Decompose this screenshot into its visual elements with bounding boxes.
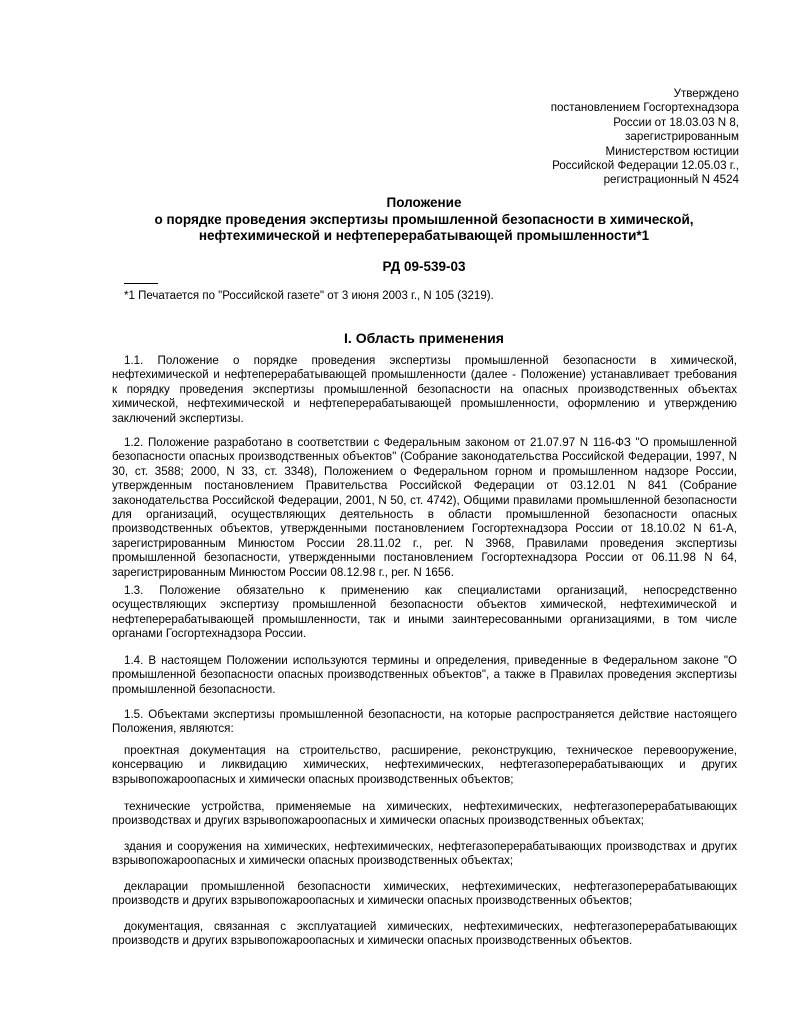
paragraph-line: промышленной безопасности, утвержденными постановлением Госгортехнадзора России от 06.11.98 N 64,: [112, 551, 737, 565]
paragraph-line: зарегистрированным Минюстом России 28.11.02 г., рег. N 3968, Правилами проведения экспертизы: [112, 536, 737, 550]
paragraph-line: законодательства Российской Федерации, 2001, N 50, ст. 4742), Общими правилами промышленной безопасности: [112, 493, 737, 507]
paragraph: [112, 920, 737, 949]
paragraph-line: промышленной безопасности опасных производственных объектов", а также в Правилах проведения экспертизы: [112, 668, 737, 682]
paragraph-line: документация, связанная с эксплуатацией химических, нефтехимических, нефтегазоперерабатывающих: [124, 920, 737, 933]
paragraph-line: здания и сооружения на химических, нефтехимических, нефтегазоперерабатывающих производствах и других: [124, 840, 737, 853]
paragraph: [112, 744, 737, 787]
title-line: нефтехимической и нефтеперерабатывающей промышленности*1: [198, 228, 650, 243]
approval-line: Министерством юстиции: [605, 144, 739, 158]
approval-stamp: [479, 87, 739, 188]
paragraph-line: производств и других взрывопожароопасных и химически опасных производственных объектов;: [112, 894, 633, 908]
paragraph: [112, 708, 737, 737]
paragraph-line: зарегистрированным Минюстом России 08.12.98 г., рег. N 1656.: [112, 565, 454, 579]
paragraph-line: нефтехимической и нефтеперерабатывающей промышленности (далее - Положение) устанавливает требования: [112, 368, 737, 382]
paragraph-line: заключений экспертизы.: [112, 411, 244, 425]
footnote: *1 Печатается по "Российской газете" от 3 июня 2003 г., N 105 (3219).: [124, 290, 494, 302]
paragraph-line: химической, нефтехимической и нефтеперерабатывающей промышленности, оформлению и утверждению: [112, 397, 737, 411]
paragraph-line: взрывопожароопасных и химически опасных производственных объектах;: [112, 854, 514, 868]
approval-line: Российской Федерации 12.05.03 г.,: [552, 159, 739, 173]
approval-line: постановлением Госгортехнадзора: [550, 101, 739, 115]
paragraph: [112, 354, 737, 426]
paragraph-line: 1.1. Положение о порядке проведения экспертизы промышленной безопасности в химической,: [124, 354, 737, 367]
paragraph-line: безопасности опасных производственных объектов" (Собрание законодательства Российской Федерации, 1997, N: [112, 450, 737, 464]
paragraph-line: 1.4. В настоящем Положении используются термины и определения, приведенные в Федеральном законе "О: [124, 654, 737, 667]
paragraph-line: консервацию и ликвидацию химических, нефтехимических, нефтегазоперерабатывающих и других: [112, 758, 737, 772]
paragraph: [112, 436, 737, 580]
paragraph-line: 1.3. Положение обязательно к применению как специалистами организаций, непосредственно: [124, 584, 737, 597]
paragraph-line: к порядку проведения экспертизы промышленной безопасности на опасных производственных объектах: [112, 382, 737, 396]
paragraph: [112, 800, 737, 829]
approval-line: зарегистрированным: [625, 130, 739, 144]
paragraph-line: 1.2. Положение разработано в соответствии с Федеральным законом от 21.07.97 N 116-ФЗ "О промышленной: [124, 436, 737, 449]
paragraph-line: промышленной безопасности.: [112, 682, 276, 696]
paragraph-line: нефтеперерабатывающей промышленности, так и иными заинтересованными организациями, в том числе: [112, 612, 737, 626]
document-title: [100, 195, 748, 245]
paragraph-line: производственных объектов, утвержденными постановлением Госгортехнадзора России от 18.10.02 N 61-А,: [112, 522, 737, 536]
section-heading: I. Область применения: [344, 330, 504, 346]
paragraph: [112, 584, 737, 642]
paragraph-line: Положения, являются:: [112, 722, 234, 736]
paragraph-line: производств и других взрывопожароопасных и химически опасных производственных объектов.: [112, 934, 633, 948]
footnote-rule: [124, 283, 158, 284]
paragraph-line: декларации промышленной безопасности химических, нефтехимических, нефтегазоперерабатывающих: [124, 880, 737, 893]
paragraph-line: 1.5. Объектами экспертизы промышленной безопасности, на которые распространяется действие настоящего: [124, 708, 737, 721]
document-code: РД 09-539-03: [382, 259, 466, 274]
approval-line: регистрационный N 4524: [603, 173, 739, 187]
paragraph: [112, 840, 737, 869]
paragraph-line: органами Госгортехнадзора России.: [112, 627, 307, 641]
paragraph-line: технические устройства, применяемые на химических, нефтехимических, нефтегазоперерабатывающих: [124, 800, 737, 813]
paragraph: [112, 880, 737, 909]
title-line: о порядке проведения экспертизы промышленной безопасности в химической,: [154, 211, 694, 227]
title-line: Положение: [386, 195, 462, 210]
paragraph-line: производствах и других взрывопожароопасных и химически опасных производственных объектах;: [112, 814, 645, 828]
approval-line: Утверждено: [673, 87, 739, 100]
paragraph-line: 30, ст. 3588; 2000, N 33, ст. 3348), Положением о Федеральном горном и промышленном надзоре России,: [112, 464, 737, 478]
paragraph-line: осуществляющих экспертизу промышленной безопасности объектов химической, нефтехимической и: [112, 598, 737, 612]
paragraph-line: для организаций, осуществляющих деятельность в области промышленной безопасности опасных: [112, 508, 737, 522]
approval-line: России от 18.03.03 N 8,: [613, 115, 739, 129]
paragraph: [112, 654, 737, 697]
paragraph-line: взрывопожароопасных и химически опасных производственных объектов;: [112, 772, 514, 786]
paragraph-line: проектная документация на строительство, расширение, реконструкцию, техническое перевооружение,: [124, 744, 737, 757]
paragraph-line: утвержденным постановлением Правительства Российской Федерации от 03.12.01 N 841 (Собрание: [112, 479, 737, 493]
